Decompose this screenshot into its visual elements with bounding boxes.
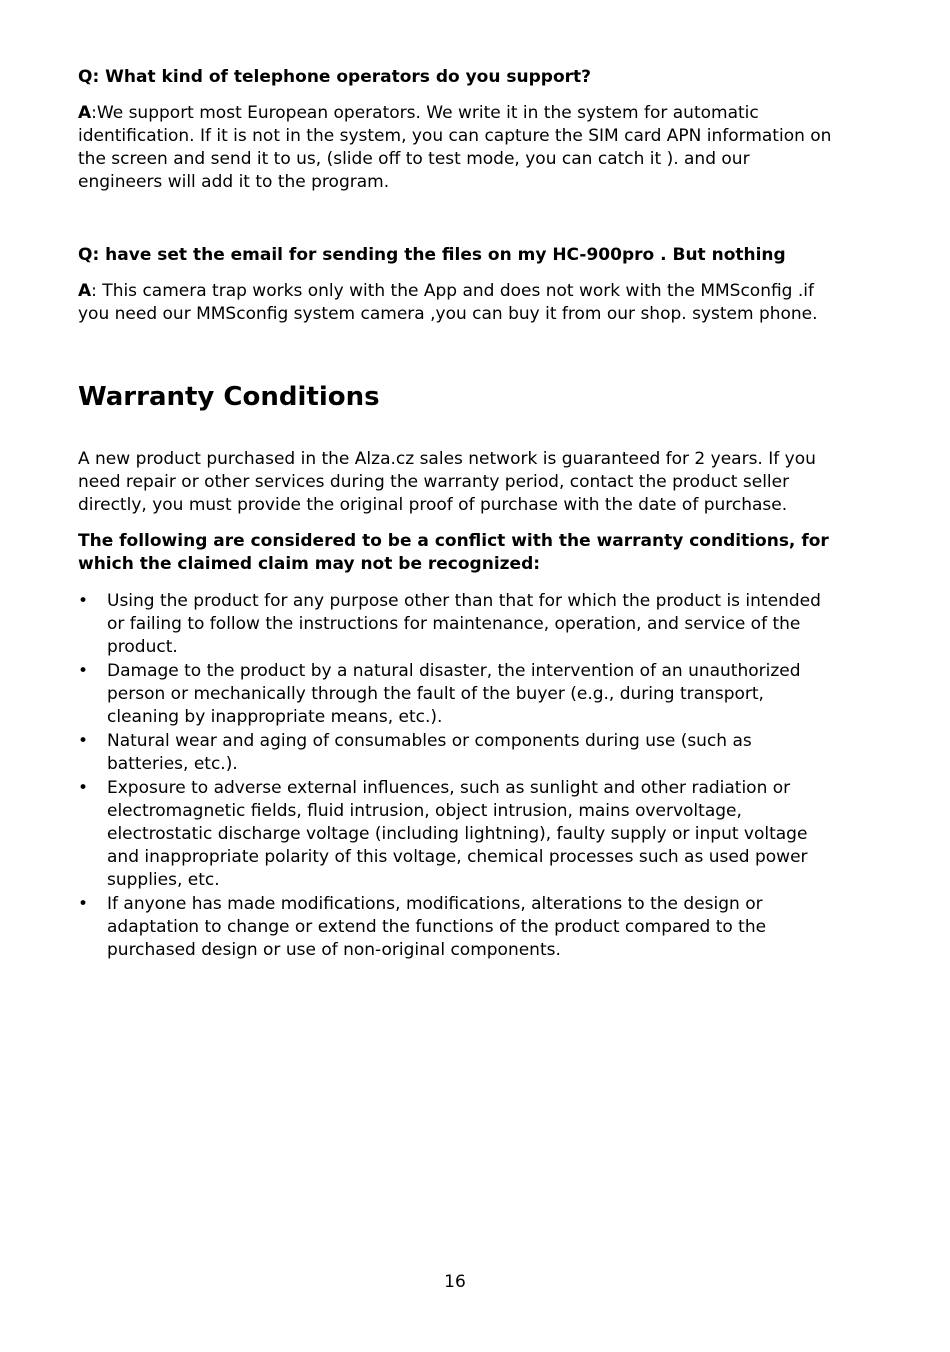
page-number: 16 bbox=[444, 1272, 466, 1292]
faq-question: Q: have set the email for sending the files on my HC-900pro . But nothing bbox=[78, 245, 786, 265]
list-item-text: Damage to the product by a natural disaster, the intervention of an unauthorized person or mechanically through the fault of the buyer (e.g., during transport, cleaning by inappropriate means, etc.). bbox=[107, 661, 801, 727]
list-item bbox=[78, 730, 838, 776]
bullet-icon: • bbox=[78, 731, 89, 751]
list-item-text: Using the product for any purpose other than that for which the product is intended or failing to follow the instructions for maintenance, operation, and service of the product. bbox=[107, 591, 821, 657]
list-item-text: Natural wear and aging of consumables or components during use (such as batteries, etc.). bbox=[107, 731, 752, 774]
answer-label: A bbox=[78, 281, 92, 301]
warranty-exclusion-list bbox=[78, 590, 838, 962]
bullet-icon: • bbox=[78, 661, 89, 681]
faq-question: Q: What kind of telephone operators do you support? bbox=[78, 67, 591, 87]
list-item bbox=[78, 893, 838, 962]
document-page bbox=[78, 66, 838, 963]
bullet-icon: • bbox=[78, 591, 89, 611]
faq-entry-email bbox=[78, 244, 838, 326]
faq-answer bbox=[78, 280, 838, 326]
answer-text: :We support most European operators. We write it in the system for automatic identification. If it is not in the system, you can capture the SIM card APN information on the screen and send it to us, (slide off to test mode, you can catch it ). and our engineers will add it to the program. bbox=[78, 103, 832, 192]
list-item bbox=[78, 777, 838, 892]
list-item bbox=[78, 660, 838, 729]
section-title: Warranty Conditions bbox=[78, 382, 380, 412]
list-item bbox=[78, 590, 838, 659]
bullet-icon: • bbox=[78, 894, 89, 914]
list-item-text: If anyone has made modifications, modifications, alterations to the design or adaptation to change or extend the functions of the product compared to the purchased design or use of non-original components. bbox=[107, 894, 767, 960]
warranty-conflict-heading: The following are considered to be a conflict with the warranty conditions, for which the claimed claim may not be recognized: bbox=[78, 531, 829, 574]
bullet-icon: • bbox=[78, 778, 89, 798]
warranty-intro: A new product purchased in the Alza.cz sales network is guaranteed for 2 years. If you need repair or other services during the warranty period, contact the product seller directly, you must provide the original proof of purchase with the date of purchase. bbox=[78, 449, 816, 515]
answer-text: : This camera trap works only with the App and does not work with the MMSconfig .if you need our MMSconfig system camera ,you can buy it from our shop. system phone. bbox=[78, 281, 818, 324]
faq-answer bbox=[78, 102, 838, 194]
answer-label: A bbox=[78, 103, 92, 123]
faq-entry-operators bbox=[78, 66, 838, 194]
list-item-text: Exposure to adverse external influences, such as sunlight and other radiation or electromagnetic fields, fluid intrusion, object intrusion, mains overvoltage, electrostatic discharge voltage (including lightning), faulty supply or input voltage and inappropriate polarity of this voltage, chemical processes such as used power supplies, etc. bbox=[107, 778, 808, 890]
